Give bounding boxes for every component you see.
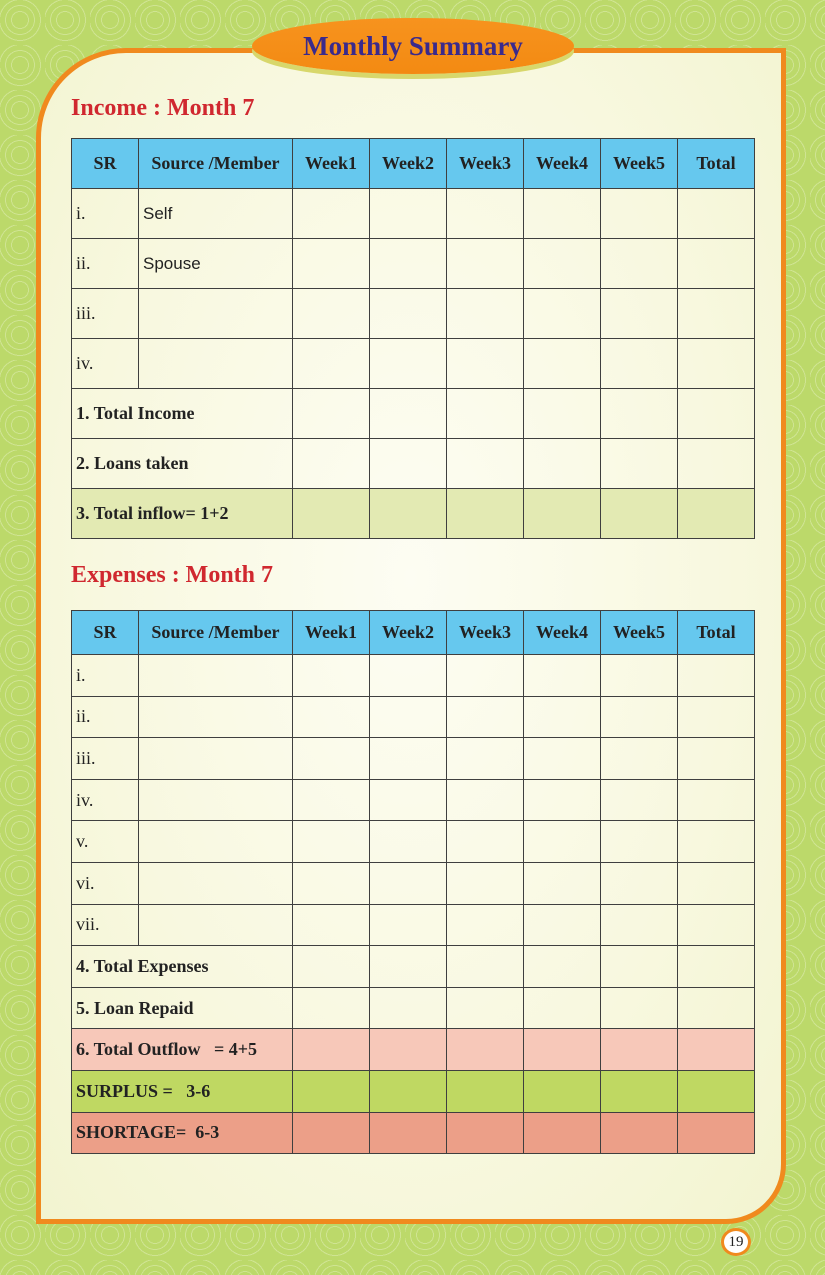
cell-week3[interactable]	[447, 904, 524, 946]
header-total: Total	[678, 611, 755, 655]
surplus-row	[72, 1070, 755, 1112]
cell-week1[interactable]	[293, 189, 370, 239]
row-source[interactable]	[139, 862, 293, 904]
row-source[interactable]	[139, 738, 293, 780]
row-sr: iii.	[72, 738, 139, 780]
expense-row	[72, 696, 755, 738]
cell-week4[interactable]	[524, 189, 601, 239]
cell-total[interactable]	[678, 189, 755, 239]
cell-week3[interactable]	[447, 289, 524, 339]
cell-week3[interactable]	[447, 779, 524, 821]
cell-week5[interactable]	[601, 1112, 678, 1154]
cell-week2[interactable]	[370, 655, 447, 697]
cell-total[interactable]	[678, 696, 755, 738]
cell-week1[interactable]	[293, 1029, 370, 1071]
cell-week1[interactable]	[293, 779, 370, 821]
expense-row	[72, 655, 755, 697]
cell-week4[interactable]	[524, 489, 601, 539]
total-income-row	[72, 389, 755, 439]
row-source[interactable]	[139, 339, 293, 389]
cell-week1[interactable]	[293, 738, 370, 780]
cell-week2[interactable]	[370, 1112, 447, 1154]
cell-week4[interactable]	[524, 439, 601, 489]
cell-week3[interactable]	[447, 696, 524, 738]
cell-total[interactable]	[678, 946, 755, 988]
total-outflow-label: 6. Total Outflow = 4+5	[72, 1029, 293, 1071]
cell-week2[interactable]	[370, 1070, 447, 1112]
cell-week1[interactable]	[293, 239, 370, 289]
cell-total[interactable]	[678, 1070, 755, 1112]
expenses-section-title: Expenses : Month 7	[71, 562, 274, 588]
cell-week4[interactable]	[524, 1070, 601, 1112]
expense-row	[72, 862, 755, 904]
total-inflow-label: 3. Total inflow= 1+2	[72, 489, 293, 539]
expenses-header-row	[72, 611, 755, 655]
expense-row	[72, 779, 755, 821]
cell-week2[interactable]	[370, 289, 447, 339]
cell-week5[interactable]	[601, 655, 678, 697]
row-sr: i.	[72, 655, 139, 697]
income-row	[72, 189, 755, 239]
header-total: Total	[678, 139, 755, 189]
income-row	[72, 339, 755, 389]
row-source[interactable]	[139, 904, 293, 946]
cell-week5[interactable]	[601, 1029, 678, 1071]
cell-week5[interactable]	[601, 489, 678, 539]
header-week4: Week4	[524, 139, 601, 189]
row-source[interactable]	[139, 779, 293, 821]
header-week5: Week5	[601, 139, 678, 189]
cell-total[interactable]	[678, 1029, 755, 1071]
cell-week4[interactable]	[524, 1029, 601, 1071]
loans-taken-label: 2. Loans taken	[72, 439, 293, 489]
row-sr: iv.	[72, 779, 139, 821]
loan-repaid-label: 5. Loan Repaid	[72, 987, 293, 1029]
cell-week2[interactable]	[370, 1029, 447, 1071]
cell-week3[interactable]	[447, 738, 524, 780]
cell-week5[interactable]	[601, 439, 678, 489]
income-row	[72, 289, 755, 339]
cell-week1[interactable]	[293, 821, 370, 863]
shortage-row	[72, 1112, 755, 1154]
row-sr: i.	[72, 189, 139, 239]
cell-week2[interactable]	[370, 821, 447, 863]
cell-week4[interactable]	[524, 987, 601, 1029]
cell-week5[interactable]	[601, 738, 678, 780]
cell-week5[interactable]	[601, 239, 678, 289]
row-sr: iii.	[72, 289, 139, 339]
cell-week2[interactable]	[370, 696, 447, 738]
total-expenses-row	[72, 946, 755, 988]
cell-week2[interactable]	[370, 189, 447, 239]
cell-week3[interactable]	[447, 1112, 524, 1154]
cell-week3[interactable]	[447, 987, 524, 1029]
cell-week2[interactable]	[370, 904, 447, 946]
cell-total[interactable]	[678, 1112, 755, 1154]
cell-week3[interactable]	[447, 489, 524, 539]
cell-week1[interactable]	[293, 439, 370, 489]
cell-week5[interactable]	[601, 904, 678, 946]
header-sr: SR	[72, 611, 139, 655]
cell-week5[interactable]	[601, 821, 678, 863]
surplus-label: SURPLUS = 3-6	[72, 1070, 293, 1112]
cell-week1[interactable]	[293, 862, 370, 904]
cell-week1[interactable]	[293, 655, 370, 697]
page-number: 19	[721, 1228, 751, 1256]
cell-week1[interactable]	[293, 389, 370, 439]
cell-total[interactable]	[678, 389, 755, 439]
cell-week1[interactable]	[293, 1070, 370, 1112]
header-source: Source /Member	[139, 139, 293, 189]
cell-week3[interactable]	[447, 862, 524, 904]
header-week1: Week1	[293, 611, 370, 655]
cell-week2[interactable]	[370, 946, 447, 988]
header-week2: Week2	[370, 611, 447, 655]
title-banner	[252, 18, 574, 74]
cell-week5[interactable]	[601, 389, 678, 439]
header-week5: Week5	[601, 611, 678, 655]
cell-week1[interactable]	[293, 987, 370, 1029]
expense-row	[72, 738, 755, 780]
cell-week4[interactable]	[524, 738, 601, 780]
expense-row	[72, 904, 755, 946]
cell-week5[interactable]	[601, 946, 678, 988]
cell-week4[interactable]	[524, 339, 601, 389]
row-source[interactable]	[139, 655, 293, 697]
header-week3: Week3	[447, 611, 524, 655]
cell-total[interactable]	[678, 655, 755, 697]
cell-total[interactable]	[678, 289, 755, 339]
cell-week2[interactable]	[370, 439, 447, 489]
page-title: Monthly Summary	[303, 30, 523, 61]
cell-week3[interactable]	[447, 1029, 524, 1071]
cell-total[interactable]	[678, 821, 755, 863]
header-week3: Week3	[447, 139, 524, 189]
row-source[interactable]	[139, 289, 293, 339]
cell-week2[interactable]	[370, 862, 447, 904]
cell-week3[interactable]	[447, 239, 524, 289]
cell-total[interactable]	[678, 987, 755, 1029]
total-outflow-row	[72, 1029, 755, 1071]
cell-week2[interactable]	[370, 779, 447, 821]
cell-week1[interactable]	[293, 489, 370, 539]
cell-week2[interactable]	[370, 389, 447, 439]
cell-week1[interactable]	[293, 904, 370, 946]
cell-week4[interactable]	[524, 289, 601, 339]
total-expenses-label: 4. Total Expenses	[72, 946, 293, 988]
cell-week3[interactable]	[447, 946, 524, 988]
cell-week4[interactable]	[524, 821, 601, 863]
cell-week1[interactable]	[293, 339, 370, 389]
cell-week3[interactable]	[447, 339, 524, 389]
cell-week5[interactable]	[601, 779, 678, 821]
cell-week2[interactable]	[370, 489, 447, 539]
cell-week5[interactable]	[601, 289, 678, 339]
loan-repaid-row	[72, 987, 755, 1029]
row-sr: vii.	[72, 904, 139, 946]
cell-week3[interactable]	[447, 439, 524, 489]
income-header-row	[72, 139, 755, 189]
cell-week4[interactable]	[524, 389, 601, 439]
cell-week2[interactable]	[370, 987, 447, 1029]
cell-week3[interactable]	[447, 655, 524, 697]
income-table	[71, 138, 755, 539]
cell-total[interactable]	[678, 439, 755, 489]
row-source[interactable]: Self	[139, 189, 293, 239]
cell-week2[interactable]	[370, 339, 447, 389]
cell-total[interactable]	[678, 339, 755, 389]
cell-week4[interactable]	[524, 1112, 601, 1154]
expenses-table	[71, 610, 755, 1154]
cell-week4[interactable]	[524, 779, 601, 821]
header-week2: Week2	[370, 139, 447, 189]
cell-week4[interactable]	[524, 696, 601, 738]
cell-week1[interactable]	[293, 1112, 370, 1154]
cell-week1[interactable]	[293, 696, 370, 738]
row-source[interactable]	[139, 821, 293, 863]
cell-week5[interactable]	[601, 1070, 678, 1112]
cell-week1[interactable]	[293, 289, 370, 339]
cell-total[interactable]	[678, 738, 755, 780]
loans-taken-row	[72, 439, 755, 489]
cell-week3[interactable]	[447, 389, 524, 439]
header-sr: SR	[72, 139, 139, 189]
cell-week5[interactable]	[601, 696, 678, 738]
row-sr: ii.	[72, 239, 139, 289]
shortage-label: SHORTAGE= 6-3	[72, 1112, 293, 1154]
income-row	[72, 239, 755, 289]
row-sr: vi.	[72, 862, 139, 904]
cell-week4[interactable]	[524, 239, 601, 289]
cell-week5[interactable]	[601, 339, 678, 389]
row-sr: ii.	[72, 696, 139, 738]
cell-week2[interactable]	[370, 239, 447, 289]
cell-week3[interactable]	[447, 1070, 524, 1112]
row-sr: v.	[72, 821, 139, 863]
row-source[interactable]: Spouse	[139, 239, 293, 289]
cell-week5[interactable]	[601, 862, 678, 904]
cell-week4[interactable]	[524, 946, 601, 988]
cell-week3[interactable]	[447, 189, 524, 239]
cell-total[interactable]	[678, 862, 755, 904]
cell-total[interactable]	[678, 489, 755, 539]
header-source: Source /Member	[139, 611, 293, 655]
cell-week4[interactable]	[524, 904, 601, 946]
expense-row	[72, 821, 755, 863]
cell-total[interactable]	[678, 904, 755, 946]
total-inflow-row	[72, 489, 755, 539]
total-income-label: 1. Total Income	[72, 389, 293, 439]
cell-week5[interactable]	[601, 189, 678, 239]
cell-week3[interactable]	[447, 821, 524, 863]
cell-week2[interactable]	[370, 738, 447, 780]
header-week1: Week1	[293, 139, 370, 189]
row-source[interactable]	[139, 696, 293, 738]
cell-total[interactable]	[678, 779, 755, 821]
header-week4: Week4	[524, 611, 601, 655]
row-sr: iv.	[72, 339, 139, 389]
cell-week4[interactable]	[524, 862, 601, 904]
cell-total[interactable]	[678, 239, 755, 289]
income-section-title: Income : Month 7	[71, 95, 255, 121]
cell-week5[interactable]	[601, 987, 678, 1029]
cell-week4[interactable]	[524, 655, 601, 697]
cell-week1[interactable]	[293, 946, 370, 988]
